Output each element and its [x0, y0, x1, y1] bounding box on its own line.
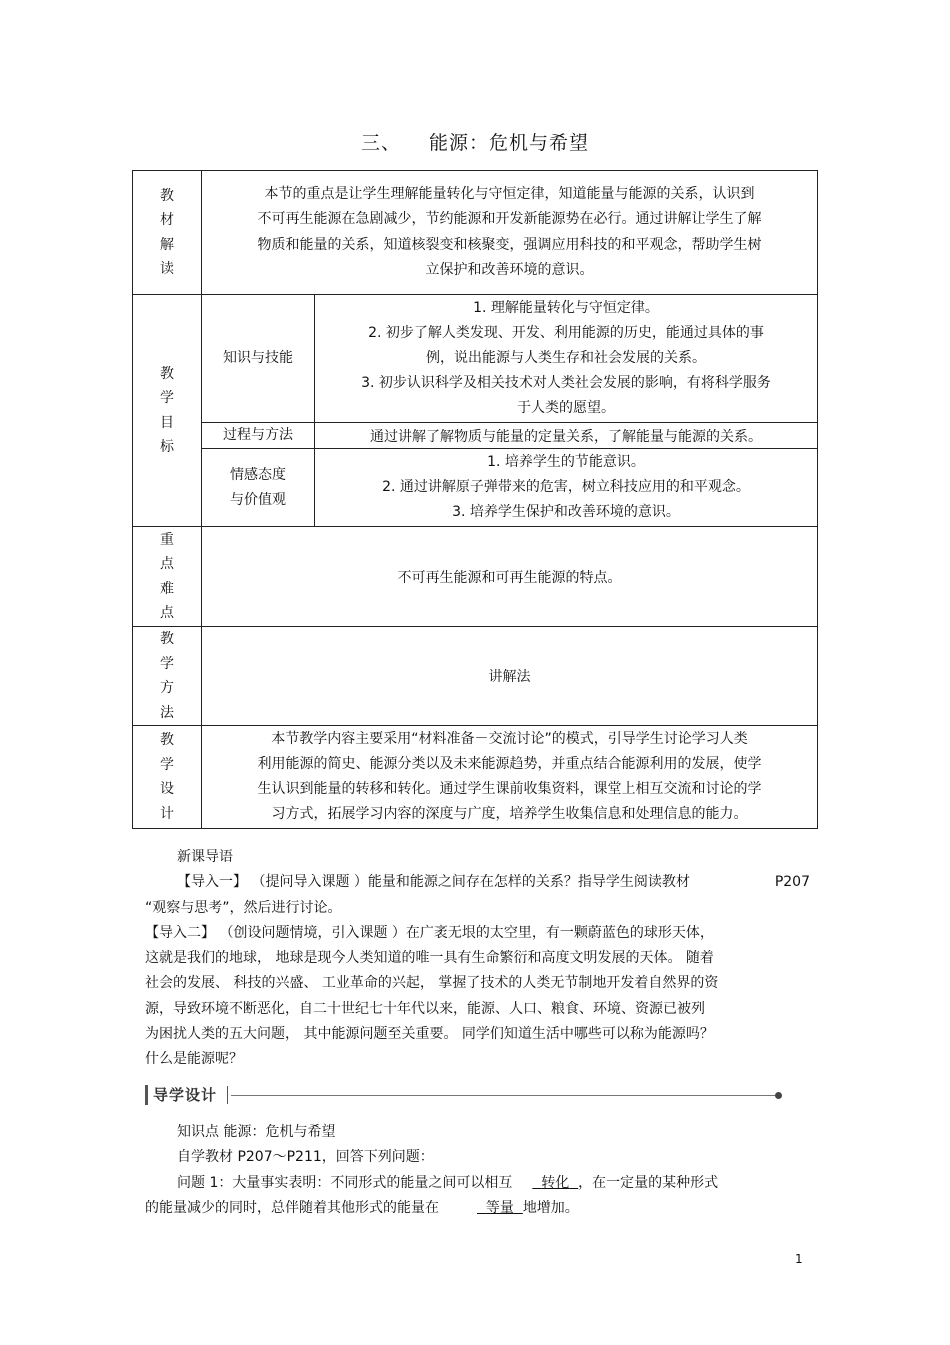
goals-label: 教 学 目 标 [133, 295, 202, 527]
keypoints-text: 不可再生能源和可再生能源的特点。 [202, 527, 818, 627]
answer-blank-1: 转化 [541, 1174, 570, 1191]
banner-divider [227, 1086, 228, 1104]
method-text: 讲解法 [202, 627, 818, 726]
lesson-plan-table [132, 170, 818, 829]
emotion-row [133, 449, 818, 527]
emotion-label: 情感态度 与价值观 [202, 449, 315, 527]
knowledge-text: 1. 理解能量转化与守恒定律。 2. 初步了解人类发现、开发、利用能源的历史，能通过具体的事 例，说出能源与人类生存和社会发展的关系。 3. 初步认识科学及相关技术对人类社会发展的影响，有将科学服务 于人类的愿望。 [315, 295, 818, 423]
keypoints-row [133, 527, 818, 627]
title-text: 能源：危机与希望 [429, 132, 590, 154]
question-1: 问题 1：大量事实表明：不同形式的能量之间可以相互 转化 ，在一定量的某种形式 [177, 1174, 719, 1191]
intro-two-line: 为困扰人类的五大问题， 其中能源问题至关重要。 同学们知道生活中哪些可以称为能源吗？ [145, 1026, 714, 1043]
process-text: 通过讲解了解物质与能量的定量关系，了解能量与能源的关系。 [315, 423, 818, 449]
page-number: 1 [795, 1252, 803, 1266]
intro-one-cont: “观察与思考”，然后进行讨论。 [145, 899, 342, 916]
knowledge-point: 知识点 能源：危机与希望 [177, 1124, 336, 1140]
banner-bar [145, 1085, 148, 1105]
intro-one: 【导入一】 （提问导入课题 ）能量和能源之间存在怎样的关系？指导学生阅读教材 P207 [145, 870, 810, 895]
banner-rule [231, 1095, 777, 1096]
process-label: 过程与方法 [202, 423, 315, 449]
design-label: 教 学 设 计 [133, 726, 202, 829]
knowledge-label: 知识与技能 [202, 295, 315, 423]
new-lesson-intro [145, 845, 810, 1073]
guided-study [145, 1120, 810, 1221]
answer-blank-2: 等量 [485, 1199, 514, 1216]
design-row [133, 726, 818, 829]
guided-study-banner [145, 1083, 785, 1107]
question-1-cont: 的能量减少的同时，总伴随着其他形式的能量在 等量 地增加。 [145, 1199, 579, 1216]
intro-two-line: 源，导致环境不断恶化，自二十世纪七十年代以来，能源、人口、粮食、环境、资源已被列 [145, 1000, 705, 1017]
method-label: 教 学 方 法 [133, 627, 202, 726]
self-study: 自学教材 P207～P211，回答下列问题： [177, 1149, 434, 1166]
textbook-label: 教 材 解 读 [133, 171, 202, 295]
page-title [0, 128, 950, 155]
knowledge-row [133, 295, 818, 423]
title-number: 三、 [360, 132, 401, 154]
intro-heading: 新课导语 [177, 849, 233, 865]
banner-dot-icon [775, 1092, 782, 1099]
method-row [133, 627, 818, 726]
textbook-row [133, 171, 818, 295]
intro-two-line: 社会的发展、 科技的兴盛、 工业革命的兴起， 掌握了技术的人类无节制地开发着自然界的资 [145, 975, 719, 992]
design-text: 本节教学内容主要采用“材料准备－交流讨论”的模式，引导学生讨论学习人类 利用能源的简史、能源分类以及未来能源趋势，并重点结合能源利用的发展，使学 生认识到能量的转移和转化。通过学生课前收集资料，课堂上相互交流和讨论的学 习方式，拓展学习内容的深度与广度，培养学生收集信息和处理信息的能力。 [202, 726, 818, 829]
process-row [133, 423, 818, 449]
intro-two-line: 这就是我们的地球， 地球是现今人类知道的唯一具有生命繁衍和高度文明发展的天体。 随着 [145, 950, 714, 967]
textbook-text: 本节的重点是让学生理解能量转化与守恒定律，知道能量与能源的关系，认识到 不可再生能源在急剧减少，节约能源和开发新能源势在必行。通过讲解让学生了解 物质和能量的关系，知道核裂变和核聚变，强调应用科技的和平观念，帮助学生树 立保护和改善环境的意识。 [202, 171, 818, 295]
banner-label: 导学设计 [153, 1086, 218, 1104]
emotion-text: 1. 培养学生的节能意识。 2. 通过讲解原子弹带来的危害，树立科技应用的和平观念。 3. 培养学生保护和改善环境的意识。 [315, 449, 818, 527]
intro-two-line: 什么是能源呢？ [145, 1051, 243, 1068]
intro-one-page: P207 [774, 874, 810, 891]
keypoints-label: 重 点 难 点 [133, 527, 202, 627]
intro-two-line: 【导入二】 （创设问题情境，引入课题 ）在广袤无垠的太空里，有一颗蔚蓝色的球形天体， [145, 924, 714, 941]
